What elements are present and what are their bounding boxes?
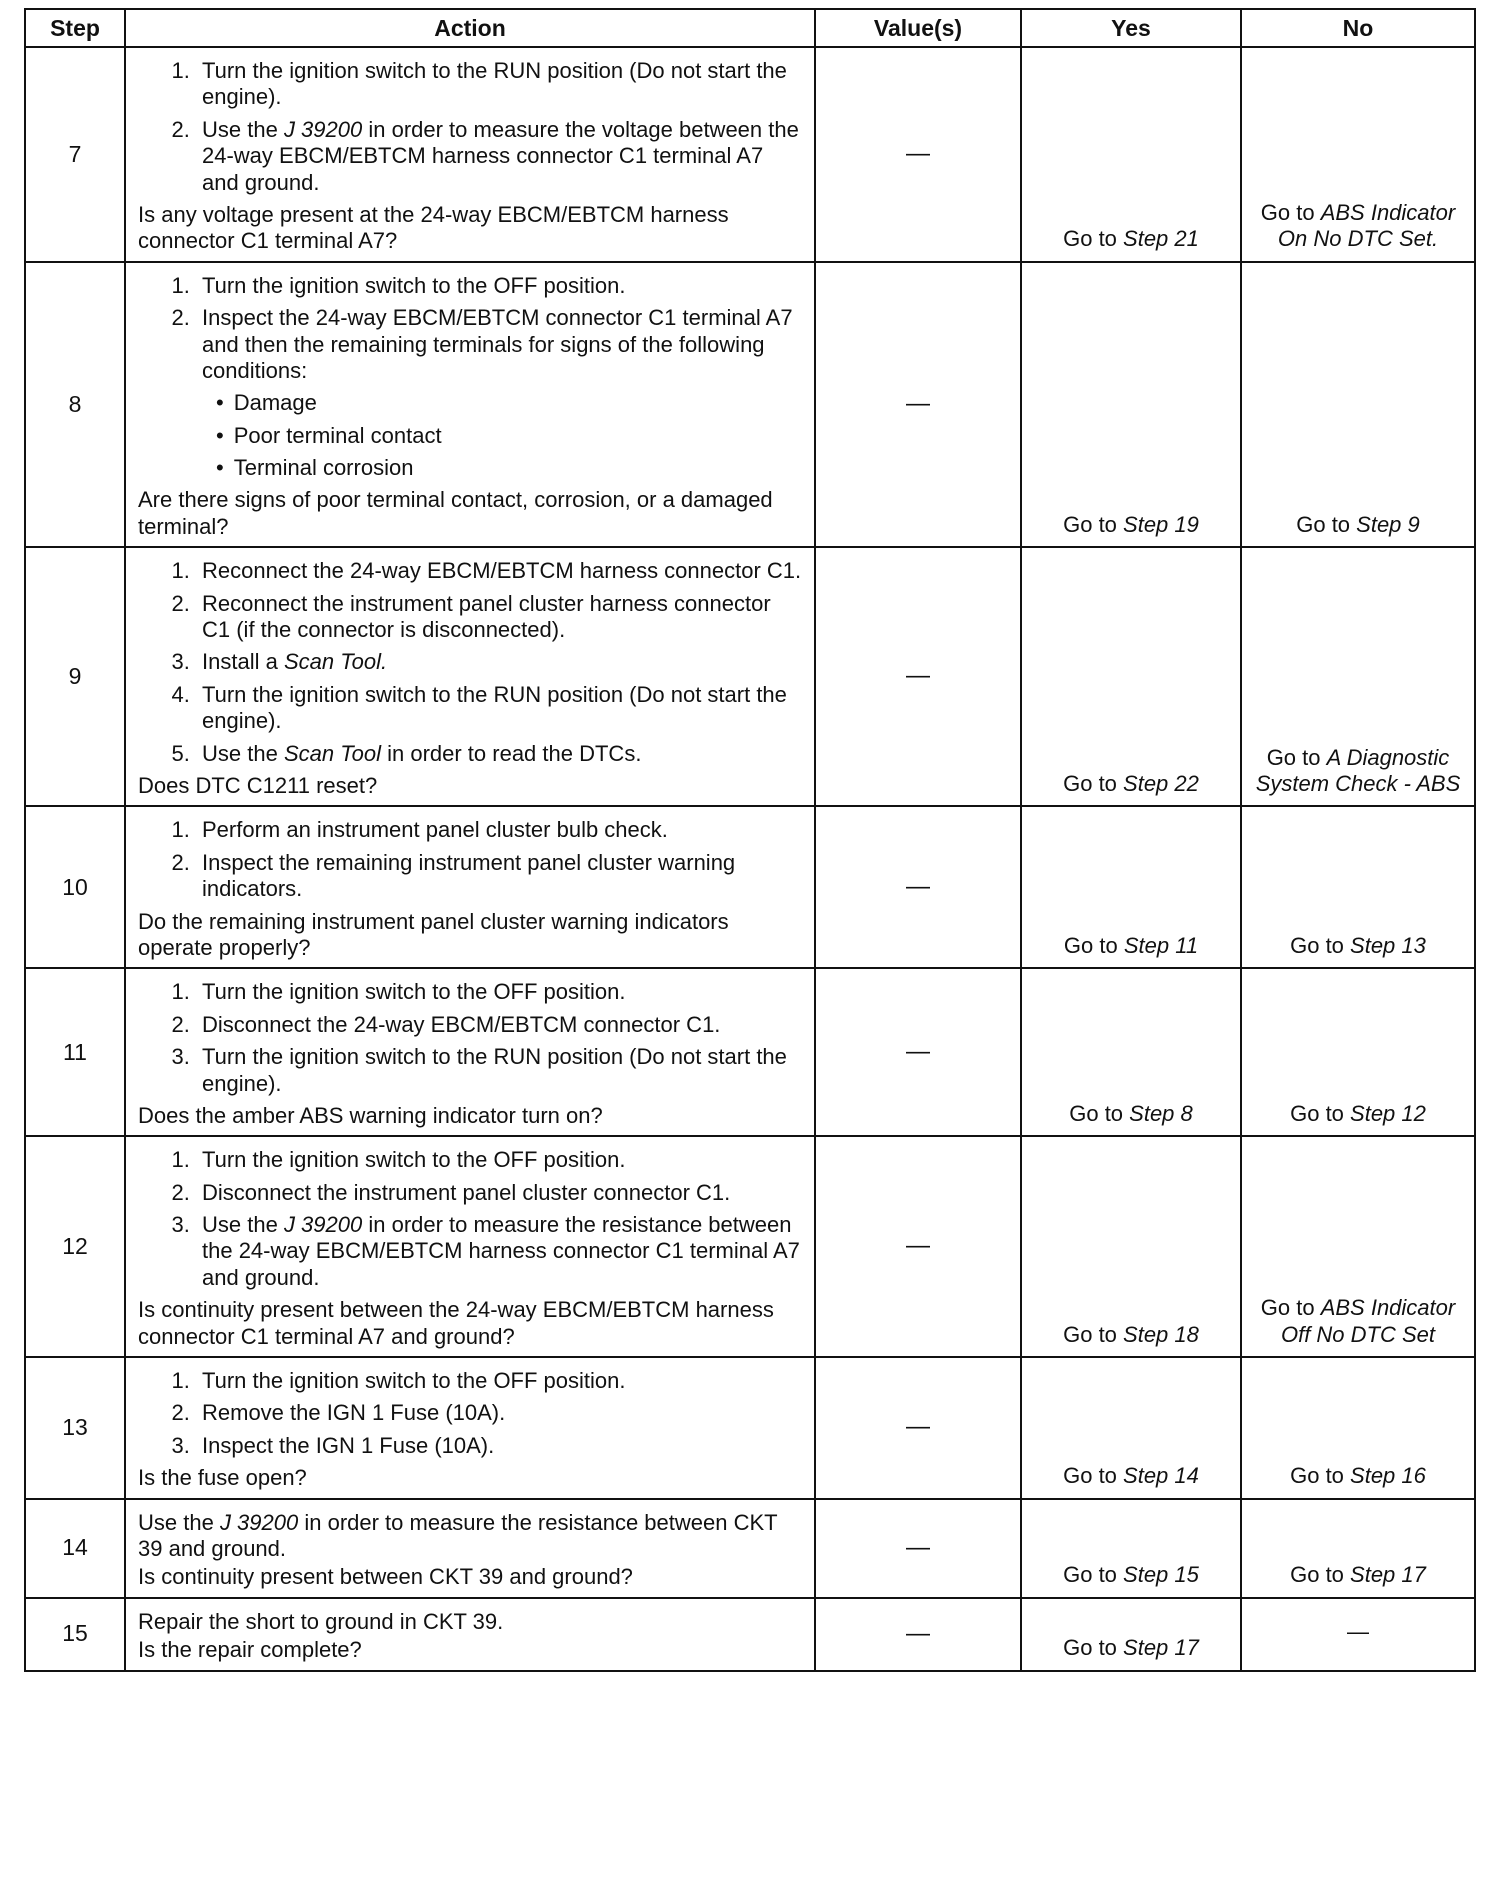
no-text [1250,1562,1466,1588]
no-target: Step 13 [1350,932,1426,958]
action-step [196,273,804,299]
action-step [196,682,804,735]
question: Is any voltage present at the 24-way EBCM/EBTCM harness connector C1 terminal A7? [138,201,729,254]
no-cell [1241,1499,1475,1598]
yes-cell [1021,262,1241,548]
value-cell: — [815,547,1021,806]
no-target: — [1347,1618,1369,1644]
no-cell [1241,968,1475,1136]
text-segment: Inspect the IGN 1 Fuse (10A). [202,1432,495,1458]
text-segment: Disconnect the instrument panel cluster connector C1. [202,1179,731,1205]
question: Are there signs of poor terminal contact, corrosion, or a damaged terminal? [138,487,773,539]
no-target: ABS Indicator On No DTC Set. [1277,199,1456,252]
text-segment: in order to measure the resistance between CKT 39 and ground. [138,1509,778,1561]
text-segment: in order to measure the resistance between the 24-way EBCM/EBTCM harness connector C1 terminal A7 and ground. [202,1212,800,1290]
action-step [196,305,804,481]
value-cell: — [815,47,1021,262]
text-segment: Remove the IGN 1 Fuse (10A). [202,1400,506,1426]
yes-target: Step 19 [1123,511,1199,537]
action-step [196,1400,804,1426]
step-number: 10 [25,806,125,968]
no-text [1250,512,1466,538]
action-steps [138,1368,804,1459]
table-row [25,262,1475,548]
yes-goto: Go to [1063,1635,1124,1661]
action-cell [125,262,815,548]
action-step [196,558,804,584]
table-row [25,806,1475,968]
text-segment: Inspect the 24-way EBCM/EBTCM connector C1 terminal A7 and then the remaining terminals for signs of the following conditions: [202,305,793,383]
action-step [196,1044,804,1097]
action-step [196,817,804,843]
action-step [196,1012,804,1038]
tool-name: J 39200 [283,1212,363,1238]
no-target: Step 17 [1350,1562,1426,1588]
no-target: Step 16 [1350,1463,1426,1489]
action-steps [138,1147,804,1291]
yes-cell [1021,1598,1241,1671]
text-segment: Turn the ignition switch to the OFF position. [202,1368,626,1394]
text-segment: Turn the ignition switch to the RUN position (Do not start the engine). [202,681,787,734]
action-step [196,1433,804,1459]
no-target: Step 12 [1350,1100,1426,1126]
yes-cell [1021,47,1241,262]
condition-list [202,390,804,481]
header-step: Step [25,9,125,47]
no-goto: Go to [1290,1463,1351,1489]
question: Is the repair complete? [138,1637,362,1663]
text-segment: Reconnect the 24-way EBCM/EBTCM harness connector C1. [202,558,802,584]
action-lead [138,1510,804,1563]
text-segment: Use the [202,1212,284,1238]
action-steps [138,58,804,196]
action-cell [125,547,815,806]
yes-target: Step 11 [1123,932,1199,958]
text-segment: Repair the short to ground in CKT 39. [138,1608,504,1634]
text-segment: Turn the ignition switch to the OFF position. [202,272,626,298]
value-cell: — [815,1136,1021,1357]
value-cell: — [815,262,1021,548]
action-step [196,979,804,1005]
step-number: 12 [25,1136,125,1357]
action-cell [125,47,815,262]
step-number: 8 [25,262,125,548]
action-step [196,850,804,903]
table-row [25,1357,1475,1499]
no-text [1250,933,1466,959]
no-cell [1241,1357,1475,1499]
no-goto: Go to [1296,511,1357,537]
text-segment: Use the [202,740,284,766]
step-number: 15 [25,1598,125,1671]
step-number: 13 [25,1357,125,1499]
yes-cell [1021,968,1241,1136]
step-number: 14 [25,1499,125,1598]
question: Do the remaining instrument panel cluster warning indicators operate properly? [138,908,729,960]
tool-name: Scan Tool [283,740,381,766]
action-step [196,591,804,644]
text-segment: Use the [202,116,284,142]
action-steps [138,558,804,767]
yes-cell [1021,806,1241,968]
yes-target: Step 22 [1123,770,1199,796]
diagnostic-table [24,8,1476,1672]
condition-item: • Damage [210,390,804,416]
table-row [25,547,1475,806]
action-lead [138,1609,804,1635]
action-step [196,1368,804,1394]
no-target: A Diagnostic System Check - ABS [1255,744,1461,796]
yes-cell [1021,1136,1241,1357]
no-text [1250,1463,1466,1489]
table-row [25,1499,1475,1598]
action-step [196,117,804,196]
text-segment: Disconnect the 24-way EBCM/EBTCM connector C1. [202,1011,721,1037]
action-cell [125,1499,815,1598]
step-number: 7 [25,47,125,262]
text-segment: Turn the ignition switch to the OFF position. [202,1147,626,1173]
no-target: ABS Indicator Off No DTC Set [1280,1295,1456,1347]
tool-name: Scan Tool. [283,649,388,675]
no-cell [1241,47,1475,262]
action-step [196,649,804,675]
action-cell [125,806,815,968]
action-cell [125,1357,815,1499]
header-yes: Yes [1021,9,1241,47]
value-cell: — [815,968,1021,1136]
no-goto: Go to [1266,744,1327,770]
table-row [25,968,1475,1136]
text-segment: Install a [202,649,284,675]
table-row [25,1136,1475,1357]
text-segment: Use the [138,1509,220,1535]
yes-target: Step 18 [1123,1321,1199,1347]
yes-goto: Go to [1063,932,1124,958]
action-cell [125,1598,815,1671]
text-segment: in order to read the DTCs. [380,740,642,766]
question: Is continuity present between the 24-way EBCM/EBTCM harness connector C1 terminal A7 and ground? [138,1297,774,1349]
step-number: 11 [25,968,125,1136]
yes-cell [1021,547,1241,806]
header-row [25,9,1475,47]
no-cell [1241,1136,1475,1357]
value-cell: — [815,1357,1021,1499]
yes-goto: Go to [1069,1100,1130,1126]
no-text [1250,1295,1466,1348]
action-cell [125,1136,815,1357]
yes-cell [1021,1499,1241,1598]
question: Does the amber ABS warning indicator turn on? [138,1102,603,1128]
yes-goto: Go to [1063,226,1124,252]
step-number: 9 [25,547,125,806]
text-segment: in order to measure the voltage between the 24-way EBCM/EBTCM harness connector C1 terminal A7 and ground. [202,116,799,195]
yes-cell [1021,1357,1241,1499]
no-text [1250,745,1466,798]
text-segment: Perform an instrument panel cluster bulb check. [202,817,668,843]
no-text [1250,200,1466,253]
action-step [196,1212,804,1291]
action-steps [138,273,804,482]
no-goto: Go to [1290,1100,1351,1126]
text-segment: Reconnect the instrument panel cluster harness connector C1 (if the connector is disconnected). [202,590,771,643]
text-segment: Turn the ignition switch to the RUN position (Do not start the engine). [202,1044,787,1096]
no-text [1250,1101,1466,1127]
action-steps [138,979,804,1097]
no-goto: Go to [1290,1562,1351,1588]
yes-target: Step 15 [1123,1562,1199,1588]
yes-goto: Go to [1063,770,1124,796]
no-goto: Go to [1260,1295,1321,1321]
no-cell [1241,262,1475,548]
tool-name: J 39200 [219,1509,299,1535]
action-step [196,1180,804,1206]
diagnostic-table-page [24,8,1474,1876]
action-steps [138,817,804,902]
value-cell: — [815,1598,1021,1671]
no-text [1250,1619,1466,1645]
value-cell: — [815,806,1021,968]
yes-goto: Go to [1063,1562,1124,1588]
no-goto: Go to [1260,199,1321,225]
question: Is the fuse open? [138,1465,307,1491]
question: Does DTC C1211 reset? [138,772,378,798]
header-values: Value(s) [815,9,1021,47]
header-no: No [1241,9,1475,47]
table-row [25,47,1475,262]
question: Is continuity present between CKT 39 and ground? [138,1564,633,1590]
no-cell [1241,806,1475,968]
condition-item: • Poor terminal contact [210,423,804,449]
yes-target: Step 14 [1123,1463,1199,1489]
action-step [196,741,804,767]
action-cell [125,968,815,1136]
text-segment: Turn the ignition switch to the OFF position. [202,979,626,1005]
yes-goto: Go to [1063,511,1124,537]
table-row [25,1598,1475,1671]
no-cell [1241,1598,1475,1671]
value-cell: — [815,1499,1021,1598]
action-step [196,58,804,111]
header-action: Action [125,9,815,47]
no-cell [1241,547,1475,806]
no-target: Step 9 [1356,511,1420,537]
text-segment: Turn the ignition switch to the RUN position (Do not start the engine). [202,58,787,110]
yes-target: Step 17 [1123,1635,1199,1661]
text-segment: Inspect the remaining instrument panel cluster warning indicators. [202,849,736,902]
yes-target: Step 8 [1129,1100,1193,1126]
yes-goto: Go to [1063,1463,1124,1489]
no-goto: Go to [1290,932,1351,958]
tool-name: J 39200 [283,116,363,142]
condition-item: • Terminal corrosion [210,455,804,481]
yes-target: Step 21 [1123,226,1199,252]
yes-goto: Go to [1063,1321,1124,1347]
action-step [196,1147,804,1173]
